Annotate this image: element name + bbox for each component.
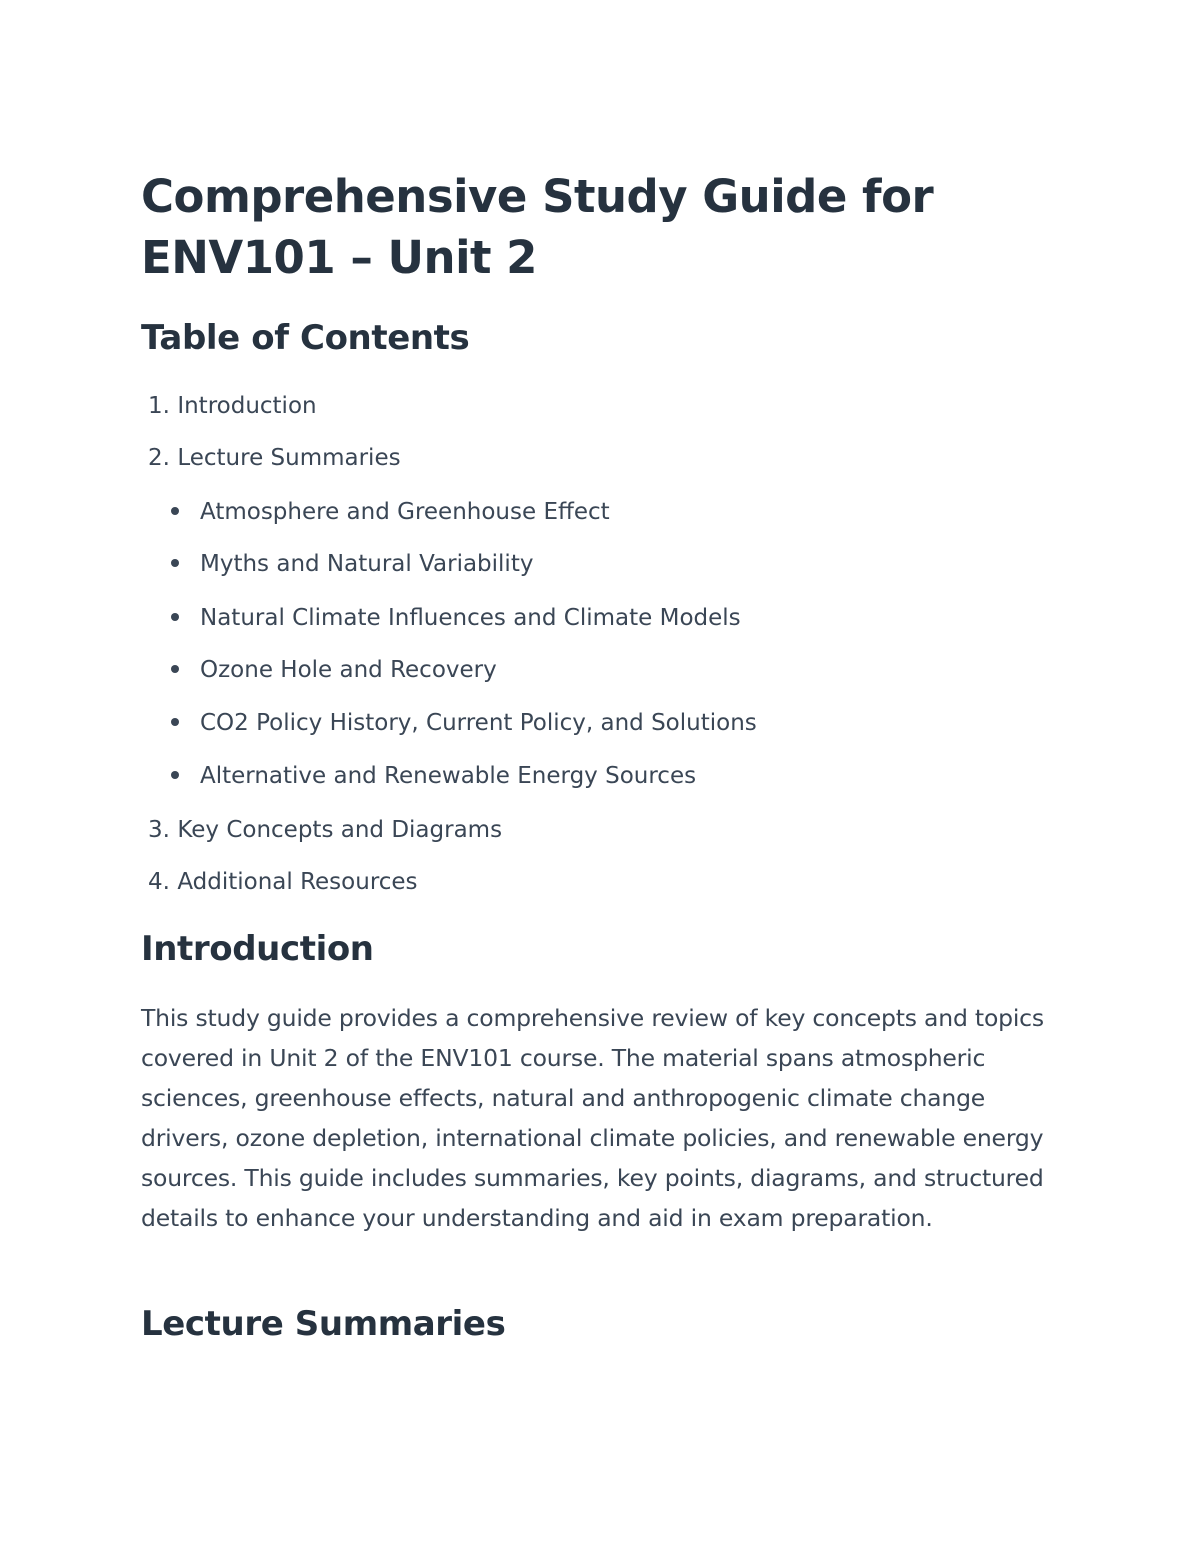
toc-subitem-label: Myths and Natural Variability (200, 551, 534, 577)
toc-item-label: Introduction (177, 393, 317, 419)
bullet-icon (171, 771, 179, 779)
toc-item-label: Key Concepts and Diagrams (177, 817, 503, 843)
toc-item-number: 2. (148, 445, 170, 471)
toc-subitem-co2-policy[interactable] (171, 708, 757, 738)
toc-item-number: 4. (148, 869, 170, 895)
document-title: Comprehensive Study Guide for ENV101 – Unit 2 (141, 170, 934, 284)
toc-item-lecture-summaries[interactable] (141, 443, 401, 473)
introduction-paragraph: This study guide provides a comprehensive review of key concepts and topics covered in Unit 2 of the ENV101 course. The material spans atmospheric sciences, greenhouse effects, natural and anthropogenic climate change drivers, ozone depletion, international climate policies, and renewable energy sources. This guide includes summaries, key points, diagrams, and structured details to enhance your understanding and aid in exam preparation. (141, 1004, 1044, 1232)
toc-subitem-label: Alternative and Renewable Energy Sources (200, 763, 697, 789)
toc-item-key-concepts[interactable] (141, 815, 502, 845)
toc-subitem-atmosphere[interactable] (171, 497, 610, 527)
toc-subitem-label: Ozone Hole and Recovery (200, 657, 497, 683)
toc-subitem-label: Atmosphere and Greenhouse Effect (200, 499, 610, 525)
toc-item-additional-resources[interactable] (141, 867, 418, 897)
lecture-summaries-heading: Lecture Summaries (141, 1304, 506, 1344)
toc-subitem-label: CO2 Policy History, Current Policy, and Solutions (200, 710, 757, 736)
toc-subitem-ozone[interactable] (171, 655, 497, 685)
toc-subitem-renewable-energy[interactable] (171, 761, 696, 791)
toc-item-number: 1. (148, 393, 170, 419)
bullet-icon (171, 613, 179, 621)
bullet-icon (171, 507, 179, 515)
toc-subitem-myths[interactable] (171, 549, 533, 579)
bullet-icon (171, 718, 179, 726)
toc-subitem-natural-climate[interactable] (171, 603, 741, 633)
toc-item-label: Additional Resources (177, 869, 418, 895)
toc-item-introduction[interactable] (141, 391, 317, 421)
toc-item-label: Lecture Summaries (177, 445, 401, 471)
toc-subitem-label: Natural Climate Influences and Climate Models (200, 605, 741, 631)
introduction-heading: Introduction (141, 929, 374, 969)
toc-heading: Table of Contents (141, 318, 470, 358)
toc-item-number: 3. (148, 817, 170, 843)
bullet-icon (171, 559, 179, 567)
bullet-icon (171, 665, 179, 673)
